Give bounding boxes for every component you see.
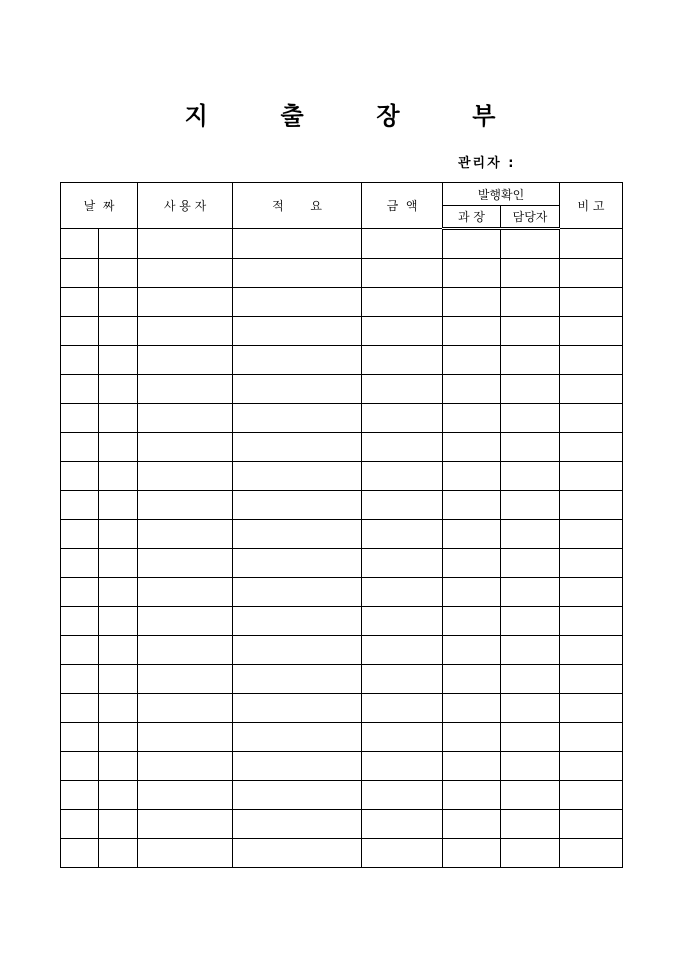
section-chief-cell (443, 462, 501, 491)
month-cell (61, 229, 99, 259)
summary-cell (233, 723, 362, 752)
day-cell (99, 491, 138, 520)
section-chief-cell (443, 317, 501, 346)
table-row (61, 288, 623, 317)
section-chief-cell (443, 346, 501, 375)
remarks-cell (560, 694, 623, 723)
person-in-charge-cell (501, 404, 560, 433)
person-in-charge-cell (501, 752, 560, 781)
month-cell (61, 433, 99, 462)
day-cell (99, 607, 138, 636)
section-chief-cell (443, 723, 501, 752)
day-cell (99, 520, 138, 549)
remarks-cell (560, 723, 623, 752)
amount-cell (362, 520, 443, 549)
day-cell (99, 723, 138, 752)
section-chief-cell (443, 259, 501, 288)
amount-cell (362, 578, 443, 607)
user-cell (138, 607, 233, 636)
header-amount: 금 액 (362, 183, 443, 229)
amount-cell (362, 462, 443, 491)
amount-cell (362, 694, 443, 723)
remarks-cell (560, 839, 623, 868)
section-chief-cell (443, 433, 501, 462)
month-cell (61, 462, 99, 491)
user-cell (138, 781, 233, 810)
day-cell (99, 781, 138, 810)
summary-cell (233, 665, 362, 694)
table-row (61, 259, 623, 288)
month-cell (61, 781, 99, 810)
section-chief-cell (443, 665, 501, 694)
remarks-cell (560, 578, 623, 607)
section-chief-cell (443, 752, 501, 781)
table-row (61, 317, 623, 346)
remarks-cell (560, 404, 623, 433)
section-chief-cell (443, 694, 501, 723)
user-cell (138, 723, 233, 752)
remarks-cell (560, 491, 623, 520)
section-chief-cell (443, 549, 501, 578)
amount-cell (362, 317, 443, 346)
user-cell (138, 229, 233, 259)
person-in-charge-cell (501, 839, 560, 868)
section-chief-cell (443, 578, 501, 607)
month-cell (61, 752, 99, 781)
day-cell (99, 462, 138, 491)
month-cell (61, 375, 99, 404)
user-cell (138, 752, 233, 781)
table-row (61, 752, 623, 781)
table-row (61, 462, 623, 491)
table-row (61, 433, 623, 462)
section-chief-cell (443, 288, 501, 317)
user-cell (138, 317, 233, 346)
table-row (61, 578, 623, 607)
table-row (61, 665, 623, 694)
day-cell (99, 549, 138, 578)
day-cell (99, 839, 138, 868)
remarks-cell (560, 607, 623, 636)
amount-cell (362, 259, 443, 288)
amount-cell (362, 810, 443, 839)
user-cell (138, 288, 233, 317)
remarks-cell (560, 752, 623, 781)
amount-cell (362, 433, 443, 462)
remarks-cell (560, 259, 623, 288)
expense-ledger-table (60, 182, 623, 868)
user-cell (138, 520, 233, 549)
person-in-charge-cell (501, 694, 560, 723)
amount-cell (362, 723, 443, 752)
table-row (61, 723, 623, 752)
month-cell (61, 810, 99, 839)
summary-cell (233, 317, 362, 346)
section-chief-cell (443, 810, 501, 839)
day-cell (99, 578, 138, 607)
header-date: 날 짜 (61, 183, 138, 229)
remarks-cell (560, 229, 623, 259)
page-title: 지 출 장 부 (184, 101, 496, 130)
user-cell (138, 810, 233, 839)
section-chief-cell (443, 404, 501, 433)
person-in-charge-cell (501, 462, 560, 491)
month-cell (61, 346, 99, 375)
header-user: 사 용 자 (138, 183, 233, 229)
summary-cell (233, 375, 362, 404)
user-cell (138, 375, 233, 404)
remarks-cell (560, 317, 623, 346)
month-cell (61, 288, 99, 317)
month-cell (61, 665, 99, 694)
day-cell (99, 317, 138, 346)
month-cell (61, 578, 99, 607)
table-row (61, 781, 623, 810)
section-chief-cell (443, 229, 501, 259)
user-cell (138, 346, 233, 375)
person-in-charge-cell (501, 520, 560, 549)
day-cell (99, 433, 138, 462)
month-cell (61, 404, 99, 433)
summary-cell (233, 462, 362, 491)
person-in-charge-cell (501, 636, 560, 665)
remarks-cell (560, 520, 623, 549)
day-cell (99, 404, 138, 433)
table-row (61, 375, 623, 404)
section-chief-cell (443, 607, 501, 636)
summary-cell (233, 433, 362, 462)
user-cell (138, 549, 233, 578)
user-cell (138, 491, 233, 520)
person-in-charge-cell (501, 810, 560, 839)
table-row (61, 520, 623, 549)
table-row (61, 810, 623, 839)
day-cell (99, 665, 138, 694)
amount-cell (362, 375, 443, 404)
table-row (61, 229, 623, 259)
user-cell (138, 578, 233, 607)
day-cell (99, 346, 138, 375)
summary-cell (233, 694, 362, 723)
header-summary: 적 요 (233, 183, 362, 229)
amount-cell (362, 404, 443, 433)
section-chief-cell (443, 375, 501, 404)
section-chief-cell (443, 781, 501, 810)
person-in-charge-cell (501, 317, 560, 346)
person-in-charge-cell (501, 781, 560, 810)
table-row (61, 346, 623, 375)
month-cell (61, 491, 99, 520)
day-cell (99, 810, 138, 839)
table-row (61, 491, 623, 520)
person-in-charge-cell (501, 259, 560, 288)
user-cell (138, 259, 233, 288)
summary-cell (233, 346, 362, 375)
amount-cell (362, 491, 443, 520)
summary-cell (233, 259, 362, 288)
month-cell (61, 694, 99, 723)
amount-cell (362, 781, 443, 810)
day-cell (99, 636, 138, 665)
month-cell (61, 839, 99, 868)
day-cell (99, 375, 138, 404)
person-in-charge-cell (501, 288, 560, 317)
remarks-cell (560, 810, 623, 839)
day-cell (99, 259, 138, 288)
month-cell (61, 607, 99, 636)
month-cell (61, 520, 99, 549)
header-section-chief: 과 장 (443, 206, 501, 229)
amount-cell (362, 839, 443, 868)
table-row (61, 636, 623, 665)
month-cell (61, 317, 99, 346)
ledger-body (61, 229, 623, 868)
user-cell (138, 665, 233, 694)
summary-cell (233, 781, 362, 810)
summary-cell (233, 491, 362, 520)
person-in-charge-cell (501, 346, 560, 375)
person-in-charge-cell (501, 665, 560, 694)
remarks-cell (560, 665, 623, 694)
summary-cell (233, 636, 362, 665)
remarks-cell (560, 375, 623, 404)
amount-cell (362, 752, 443, 781)
user-cell (138, 636, 233, 665)
summary-cell (233, 229, 362, 259)
day-cell (99, 694, 138, 723)
section-chief-cell (443, 520, 501, 549)
amount-cell (362, 607, 443, 636)
table-row (61, 607, 623, 636)
table-row (61, 404, 623, 433)
amount-cell (362, 288, 443, 317)
summary-cell (233, 578, 362, 607)
summary-cell (233, 288, 362, 317)
person-in-charge-cell (501, 433, 560, 462)
person-in-charge-cell (501, 607, 560, 636)
amount-cell (362, 665, 443, 694)
remarks-cell (560, 549, 623, 578)
remarks-cell (560, 346, 623, 375)
header-remarks: 비 고 (560, 183, 623, 229)
person-in-charge-cell (501, 723, 560, 752)
day-cell (99, 288, 138, 317)
summary-cell (233, 549, 362, 578)
month-cell (61, 549, 99, 578)
header-person-in-charge: 담당자 (501, 206, 560, 229)
remarks-cell (560, 433, 623, 462)
remarks-cell (560, 781, 623, 810)
section-chief-cell (443, 636, 501, 665)
month-cell (61, 723, 99, 752)
amount-cell (362, 549, 443, 578)
section-chief-cell (443, 491, 501, 520)
section-chief-cell (443, 839, 501, 868)
amount-cell (362, 636, 443, 665)
amount-cell (362, 229, 443, 259)
summary-cell (233, 810, 362, 839)
person-in-charge-cell (501, 491, 560, 520)
user-cell (138, 694, 233, 723)
remarks-cell (560, 288, 623, 317)
person-in-charge-cell (501, 375, 560, 404)
summary-cell (233, 520, 362, 549)
user-cell (138, 404, 233, 433)
remarks-cell (560, 462, 623, 491)
person-in-charge-cell (501, 549, 560, 578)
summary-cell (233, 404, 362, 433)
month-cell (61, 259, 99, 288)
header-issue-check: 발행확인 (443, 183, 560, 206)
user-cell (138, 433, 233, 462)
person-in-charge-cell (501, 578, 560, 607)
summary-cell (233, 752, 362, 781)
day-cell (99, 752, 138, 781)
user-cell (138, 462, 233, 491)
amount-cell (362, 346, 443, 375)
summary-cell (233, 839, 362, 868)
month-cell (61, 636, 99, 665)
table-row (61, 694, 623, 723)
table-row (61, 549, 623, 578)
summary-cell (233, 607, 362, 636)
user-cell (138, 839, 233, 868)
person-in-charge-cell (501, 229, 560, 259)
remarks-cell (560, 636, 623, 665)
manager-label: 관리자 : (458, 156, 516, 171)
day-cell (99, 229, 138, 259)
table-row (61, 839, 623, 868)
